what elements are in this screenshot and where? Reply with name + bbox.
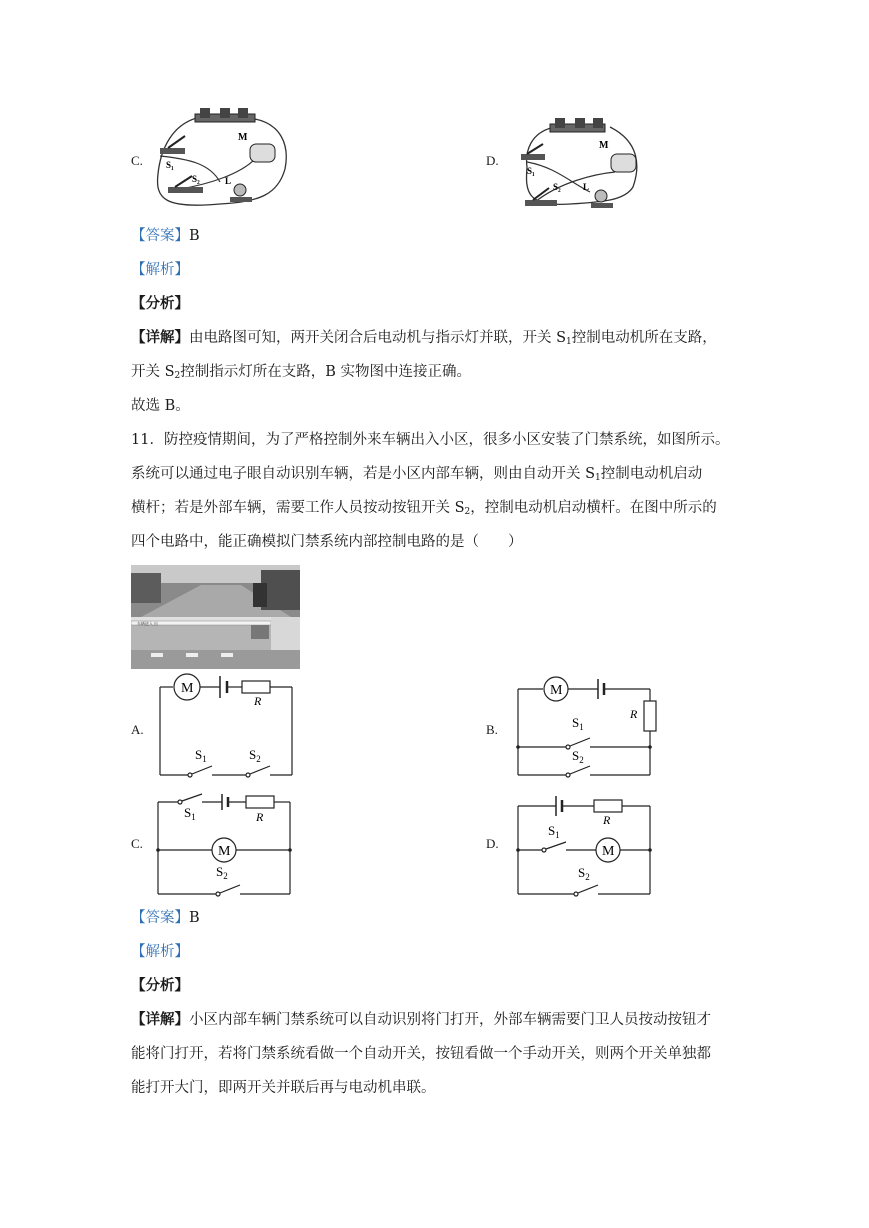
q11-detail-line3: 能打开大门，即两开关并联后再与电动机串联。 [131, 1080, 436, 1096]
real-m-label: M [599, 140, 609, 151]
circuit-a [150, 672, 300, 782]
photo-sign-text: 车辆进入 出 [137, 621, 158, 626]
circuit-c [150, 792, 300, 900]
real-s2-label: S₂ [553, 182, 561, 192]
q11-line2: 系统可以通过电子眼自动识别车辆，若是小区内部车辆，则由自动开关 $S_1$控制电动机启动 [131, 466, 703, 483]
real-s1-label: S₁ [166, 160, 174, 170]
motor-label: M [550, 683, 563, 698]
resistor-label: R [256, 810, 264, 824]
circuit-d [510, 792, 660, 900]
real-circuit-c [150, 104, 290, 214]
real-m-label: M [238, 132, 248, 143]
motor-label: M [218, 844, 231, 859]
q10-answer: 【答案】B [131, 228, 200, 244]
resistor-label: R [603, 813, 611, 827]
q11-line3: 横杆；若是外部车辆，需要工作人员按动按钮开关 $S_2$，控制电动机启动横杆。在图中所示的 [131, 500, 717, 517]
gate-photo [131, 565, 300, 669]
circuit-b [510, 675, 660, 785]
q11-option-a-label: A. [131, 722, 144, 737]
s1-label: $S_1$ [184, 805, 196, 822]
q10-fenxi-tag: 【分析】 [131, 295, 189, 312]
option-c-label: C. [131, 153, 143, 168]
q11-answer: 【答案】B [131, 910, 200, 926]
s2-label: $S_2$ [578, 865, 590, 882]
q11-line1: 11．防控疫情期间，为了严格控制外来车辆出入小区，很多小区安装了门禁系统，如图所示。 [131, 432, 730, 448]
q10-analysis-tag: 【解析】 [131, 262, 189, 278]
motor-label: M [602, 844, 615, 859]
real-s1-label: S₁ [527, 166, 535, 176]
q10-conclusion: 故选 B。 [131, 398, 190, 414]
s1-label: $S_1$ [195, 747, 207, 764]
real-l-label: L [225, 176, 232, 186]
s2-label: $S_2$ [249, 747, 261, 764]
q11-line4: 四个电路中，能正确模拟门禁系统内部控制电路的是（ ） [131, 534, 523, 550]
real-s2-label: S₂ [192, 174, 200, 184]
real-l-label: L [583, 182, 590, 192]
q11-detail-line1: 【详解】小区内部车辆门禁系统可以自动识别将门打开，外部车辆需要门卫人员按动按钮才 [131, 1011, 711, 1028]
q11-option-c-label: C. [131, 836, 143, 851]
motor-label: M [181, 681, 194, 696]
q11-detail-line2: 能将门打开，若将门禁系统看做一个自动开关，按钮看做一个手动开关，则两个开关单独都 [131, 1046, 711, 1062]
s2-label: $S_2$ [572, 748, 584, 765]
q11-fenxi-tag: 【分析】 [131, 977, 189, 994]
q11-analysis-tag: 【解析】 [131, 944, 189, 960]
resistor-label: R [254, 694, 262, 708]
option-d-label: D. [486, 153, 499, 168]
q11-option-d-label: D. [486, 836, 499, 851]
q10-detail-line1: 【详解】由电路图可知，两开关闭合后电动机与指示灯并联，开关 $S_1$控制电动机所在支路， [131, 329, 717, 347]
real-circuit-d [515, 112, 650, 216]
s2-label: $S_2$ [216, 864, 228, 881]
q10-detail-line2: 开关 $S_2$控制指示灯所在支路，B 实物图中连接正确。 [131, 364, 472, 381]
q11-option-b-label: B. [486, 722, 498, 737]
s1-label: $S_1$ [572, 715, 584, 732]
resistor-label: R [630, 707, 638, 721]
s1-label: $S_1$ [548, 823, 560, 840]
